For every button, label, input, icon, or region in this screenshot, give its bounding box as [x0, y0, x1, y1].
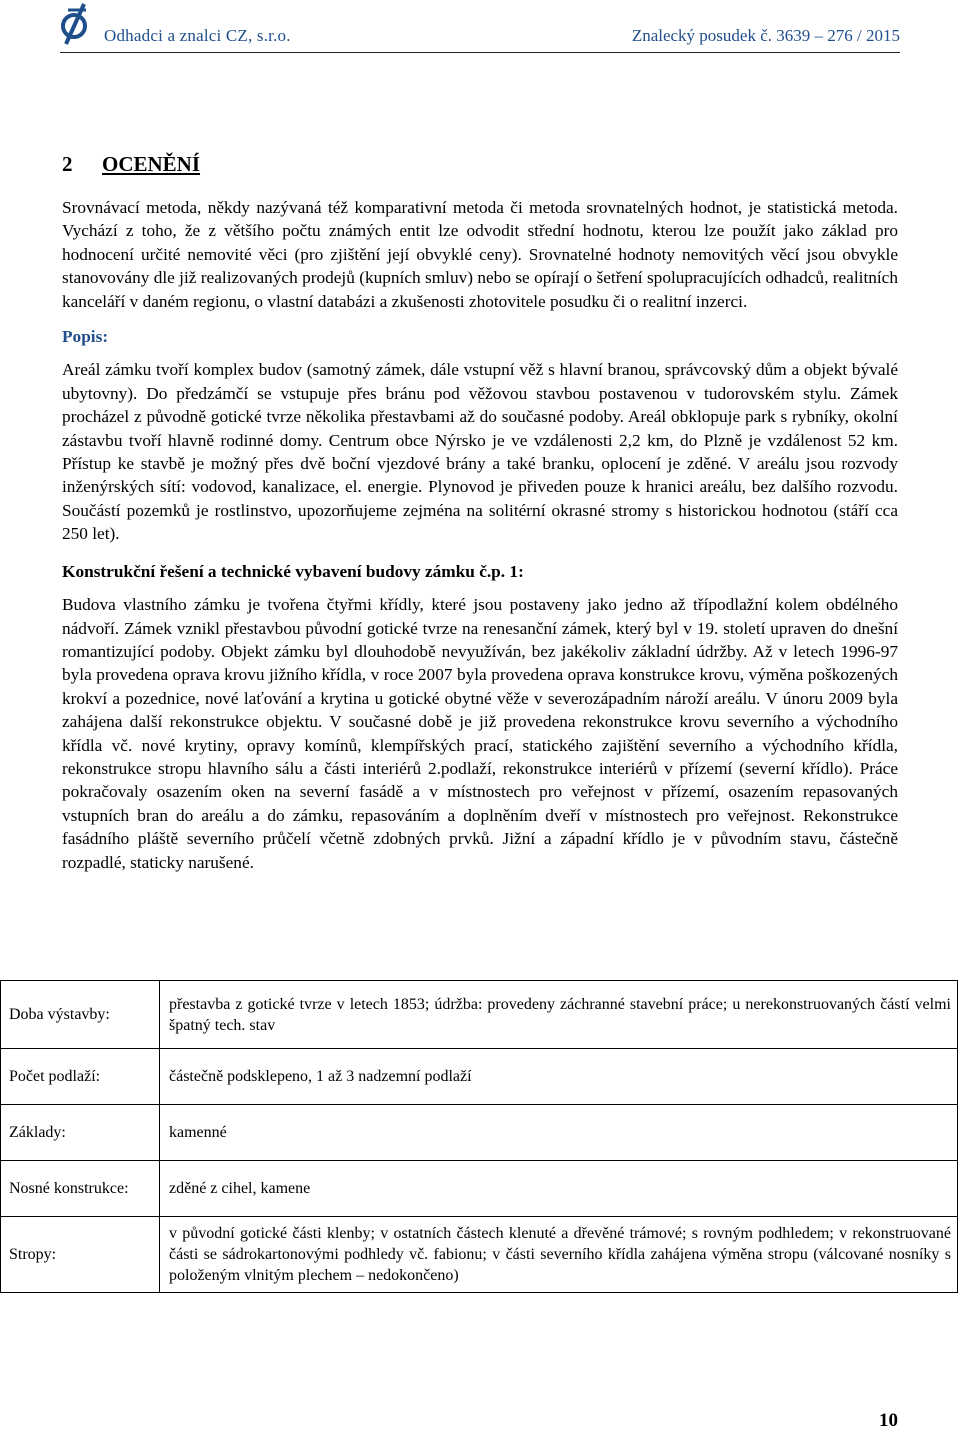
attribute-value: částečně podsklepeno, 1 až 3 nadzemní podlaží [160, 1049, 958, 1105]
popis-paragraph: Areál zámku tvoří komplex budov (samotný zámek, dále vstupní věž s hlavní branou, správcovský dům a objekt bývalé ubytovny). Do předzámčí se vstupuje přes bránu pod věžovou stavbou postavenou v tudorovském stylu. Zámek procházel z původně gotické tvrze několika přestavbami až do současné podoby. Areál obklopuje park s rybníky, okolní zástavbu tvoří hlavně rodinné domy. Centrum obce Nýrsko je ve vzdálenosti 2,2 km, do Plzně je vzdálenost 52 km. Přístup ke stavbě je možný přes dvě boční vjezdové brány a také branku, oplocení je zděné. V areálu jsou rozvody inženýrských sítí: vodovod, kanalizace, el. energie. Plynovod je přiveden pouze k hranici areálu, bez dalšího rozvodu. Součástí pozemků je rostlinstvo, upozorňujeme zejména na solitérní okrasné stromy s historickou hodnotou (stáří cca 250 let). [62, 360, 898, 544]
attribute-value: kamenné [160, 1105, 958, 1161]
attribute-key: Doba výstavby: [1, 981, 160, 1049]
attribute-key: Nosné konstrukce: [1, 1161, 160, 1217]
page-content [62, 196, 898, 874]
section-title: OCENĚNÍ [102, 152, 201, 176]
construction-heading: Konstrukční řešení a technické vybavení budovy zámku č.p. 1: [62, 561, 524, 581]
company-name: Odhadci a znalci CZ, s.r.o. [104, 26, 291, 45]
section-number: 2 [62, 152, 73, 176]
attribute-value: v původní gotické části klenby; v ostatních částech klenuté a dřevěné trámové; s rovným podhledem; v rekonstruované části se sádrokartonovými podhledy vč. fabionu; v části severního křídla zahájena výměna stropu (válcované nosníky s položeným vlnitým plechem – nedokončeno) [160, 1217, 958, 1293]
section-heading [62, 152, 200, 177]
popis-label: Popis: [62, 327, 109, 347]
page-header [60, 0, 900, 53]
attribute-key: Základy: [1, 1105, 160, 1161]
intro-paragraph: Srovnávací metoda, někdy nazývaná též komparativní metoda či metoda srovnatelných hodnot, je statistická metoda. Vychází z toho, že z většího počtu známých entit lze odvodit střední hodnotu, kterou lze použít jako základ pro hodnocení určité nemovité věci (pro zjištění její obvyklé ceny). Srovnatelné hodnoty nemovitých věcí jsou obvykle stanovovány dle již realizovaných prodejů (kupních smluv) nebo se opírají o šetření spolupracujících odhadců, realitních kanceláří v daném regionu, o vlastní databázi a zkušenosti zhotovitele posudku či o realitní inzerci. [62, 198, 898, 311]
table-row [1, 1217, 958, 1293]
document-reference: Znalecký posudek č. 3639 – 276 / 2015 [631, 26, 900, 45]
attribute-key: Počet podlaží: [1, 1049, 160, 1105]
page-number: 10 [879, 1410, 898, 1431]
attributes-table [0, 980, 958, 1293]
table-row [1, 1161, 958, 1217]
attribute-value: přestavba z gotické tvrze v letech 1853; údržba: provedeny záchranné stavební práce; u nerekonstruovaných částí velmi špatný tech. stav [160, 981, 958, 1049]
attribute-key: Stropy: [1, 1217, 160, 1293]
table-row [1, 1105, 958, 1161]
table-row [1, 981, 958, 1049]
table-row [1, 1049, 958, 1105]
construction-paragraph: Budova vlastního zámku je tvořena čtyřmi křídly, které jsou postaveny jako jedno až třípodlažní kolem obdélného nádvoří. Zámek vznikl přestavbou původní gotické tvrze na renesanční zámek, který byl v 19. století upraven do dnešní romantizující podoby. Objekt zámku byl dlouhodobě nevyužíván, bez jakékoliv základní údržby. Až v letech 1996-97 byla provedena oprava krovu jižního křídla, v roce 2007 byla provedena oprava konstrukce krovu, výměna poškozených krokví a pozednice, nové laťování a krytina u gotické obytné věže v severozápadním nároží areálu. V únoru 2009 byla zahájena další rekonstrukce objektu. V současné době je již provedena rekonstrukce krovu severního a východního křídla vč. nové krytiny, opravy komínů, klempířských prací, statického zajištění severního a východního křídla, rekonstrukce stropu hlavního sálu a části interiérů 2.podlaží, rekonstrukce interiérů v přízemí (severní křídlo). Práce pokračovaly osazením oken na severní fasádě a v místnostech pro veřejnost v přízemí, osazením repasovaných vstupních bran do areálu a do zámku, repasováním a doplněním dveří v místnostech pro veřejnost. Rekonstrukce fasádního pláště severního průčelí včetně zdobných prvků. Jižní a západní křídlo je v původním stavu, částečně rozpadlé, staticky narušené. [62, 595, 898, 872]
attribute-value: zděné z cihel, kamene [160, 1161, 958, 1217]
company-logo-icon [60, 2, 90, 46]
